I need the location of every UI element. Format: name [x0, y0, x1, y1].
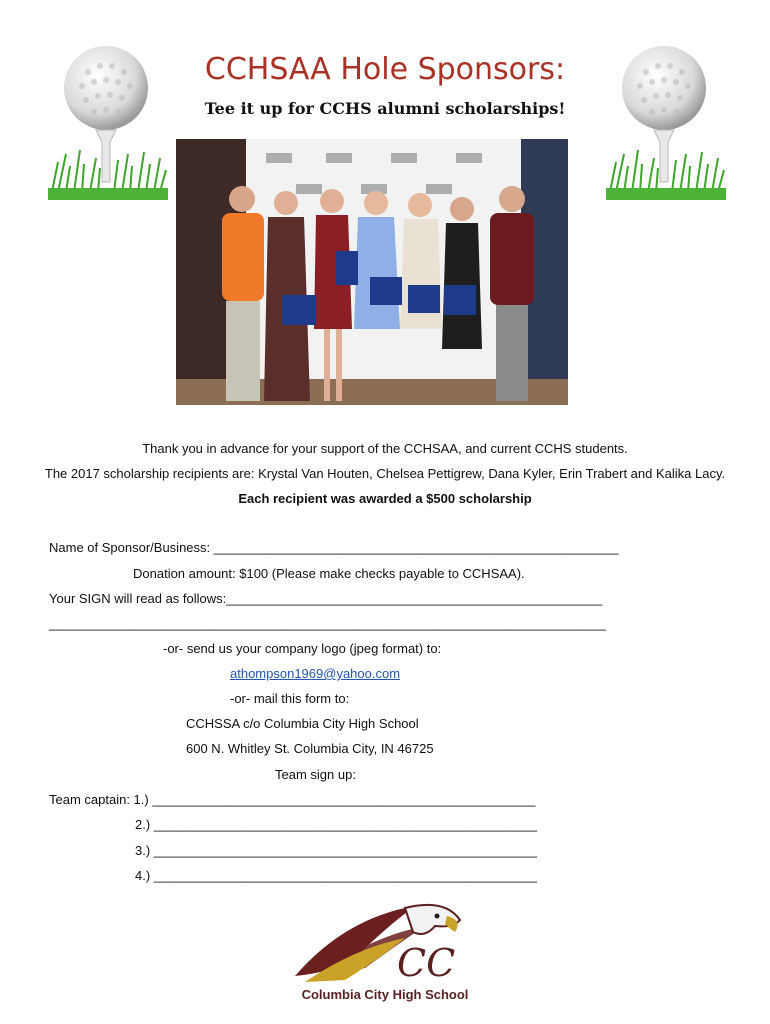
logo-mark: CC — [397, 941, 456, 985]
team-captain-field[interactable]: Team captain: 1.) _____________________________________________________ — [49, 792, 536, 807]
thanks-text: Thank you in advance for your support of the CCHSAA, and current CCHS students. — [142, 441, 628, 456]
sign-text-line-2[interactable]: _____________________________________________________________________________ — [49, 616, 606, 631]
email-link[interactable]: athompson1969@yahoo.com — [230, 666, 401, 681]
donation-text: Donation amount: $100 (Please make checks payable to CCHSAA). — [133, 566, 525, 581]
sponsor-name-field[interactable]: Name of Sponsor/Business: ________________________________________________________ — [49, 540, 619, 555]
sign-text-field[interactable]: Your SIGN will read as follows:____________________________________________________ — [49, 591, 603, 606]
team-heading: Team sign up: — [275, 767, 356, 782]
recipients-text: The 2017 scholarship recipients are: Krystal Van Houten, Chelsea Pettigrew, Dana Kyler, Erin Trabert and Kalika Lacy. — [44, 466, 726, 481]
award-text: Each recipient was awarded a $500 scholarship — [238, 491, 532, 506]
page-title: CCHSAA Hole Sponsors: — [204, 52, 566, 87]
or-mail-text: -or- mail this form to: — [230, 691, 350, 706]
team-member-2-field[interactable]: 2.) _____________________________________________________ — [135, 817, 537, 832]
recipients-photo — [176, 139, 568, 405]
address-line-1: CCHSSA c/o Columbia City High School — [186, 716, 419, 731]
page-subtitle: Tee it up for CCHS alumni scholarships! — [204, 99, 566, 118]
school-name: Columbia City High School — [301, 987, 469, 1002]
team-member-4-field[interactable]: 4.) _____________________________________________________ — [135, 868, 537, 883]
address-line-2: 600 N. Whitley St. Columbia City, IN 46725 — [186, 741, 434, 756]
or-email-text: -or- send us your company logo (jpeg format) to: — [163, 641, 442, 656]
team-member-3-field[interactable]: 3.) _____________________________________________________ — [135, 843, 537, 858]
